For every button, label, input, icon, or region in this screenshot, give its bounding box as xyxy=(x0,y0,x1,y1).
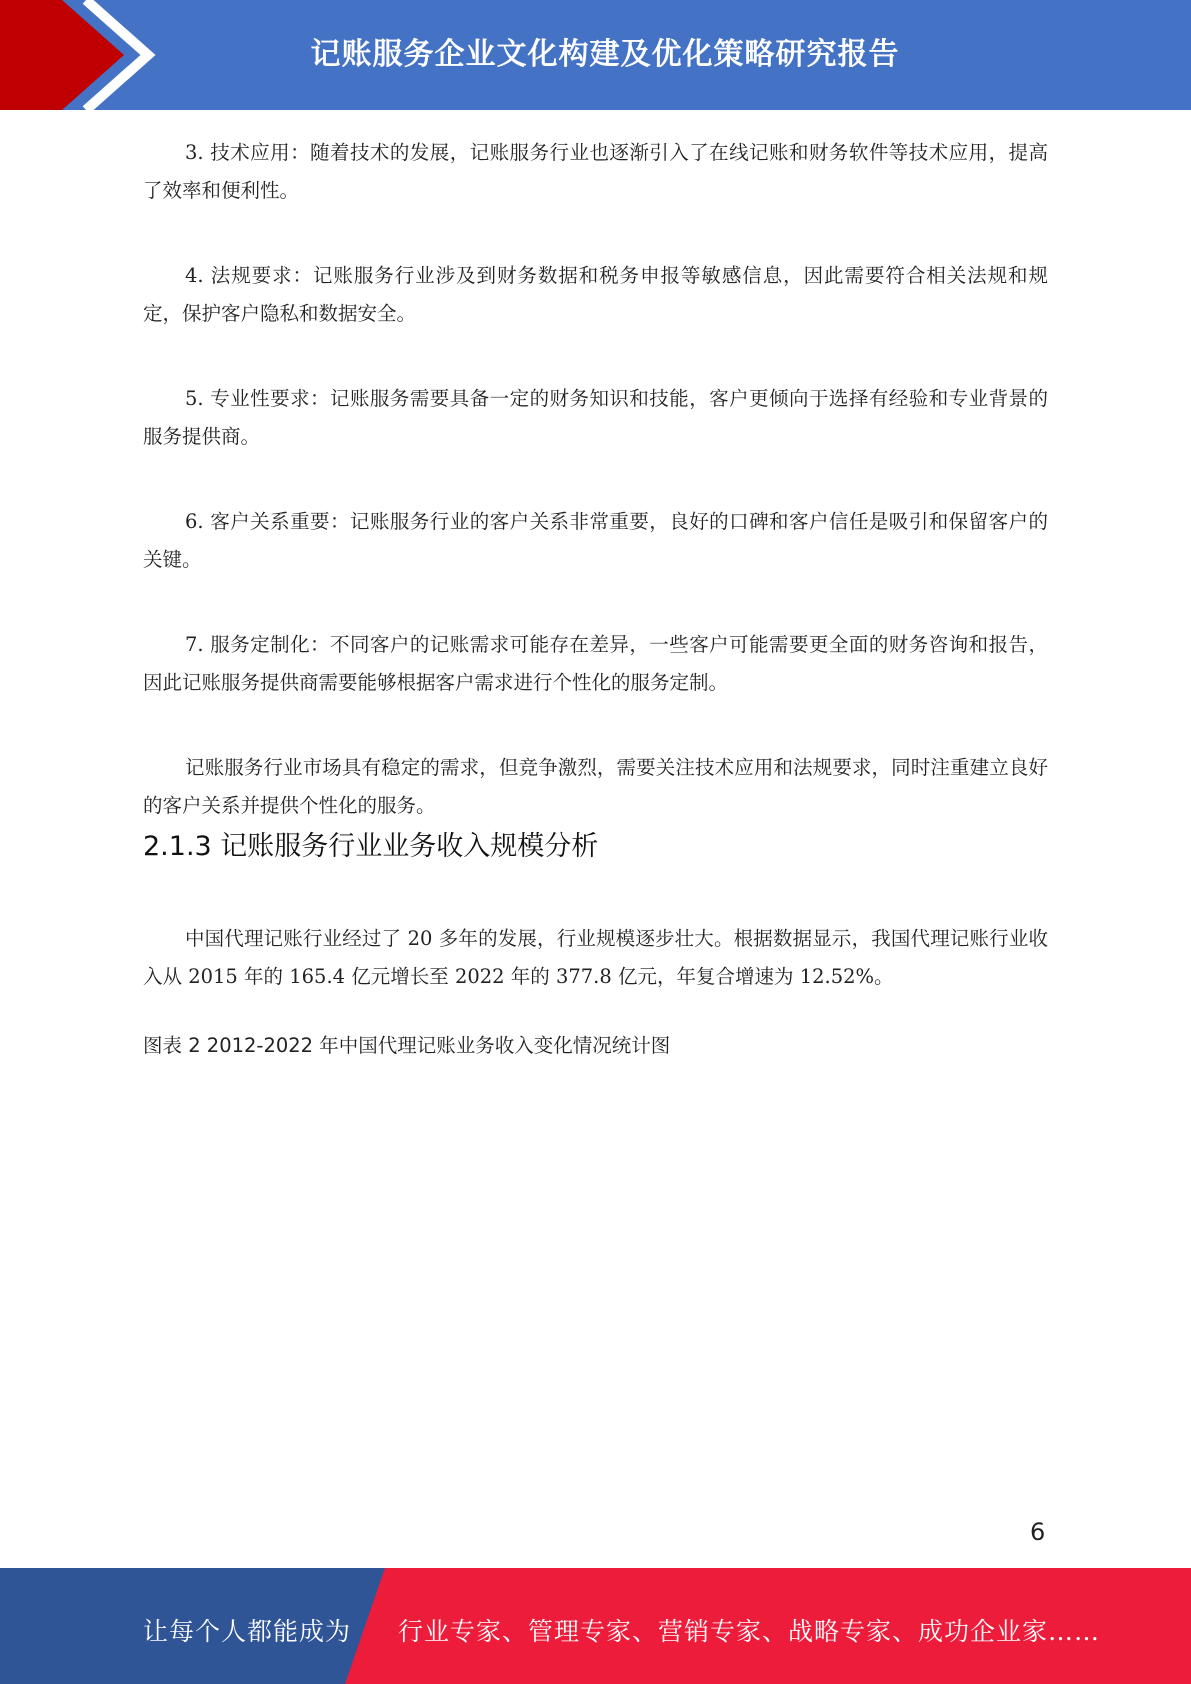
page-header xyxy=(0,0,1191,110)
section-heading: 2.1.3 记账服务行业业务收入规模分析 xyxy=(143,831,599,862)
paragraph-customer-relations: 6. 客户关系重要：记账服务行业的客户关系非常重要，良好的口碑和客户信任是吸引和保留客户的关键。 xyxy=(143,510,1048,571)
report-title: 记账服务企业文化构建及优化策略研究报告 xyxy=(310,37,900,72)
body-content xyxy=(143,134,1048,872)
paragraph-regulation: 4. 法规要求：记账服务行业涉及到财务数据和税务申报等敏感信息，因此需要符合相关法规和规定，保护客户隐私和数据安全。 xyxy=(143,264,1048,325)
paragraph-tech-application: 3. 技术应用：随着技术的发展，记账服务行业也逐渐引入了在线记账和财务软件等技术应用，提高了效率和便利性。 xyxy=(143,141,1048,202)
page-footer xyxy=(0,1568,1191,1684)
header-arrow-decoration xyxy=(0,0,160,110)
paragraph-summary: 记账服务行业市场具有稳定的需求，但竞争激烈，需要关注技术应用和法规要求，同时注重建立良好的客户关系并提供个性化的服务。 xyxy=(143,756,1048,817)
footer-slogan-right: 行业专家、管理专家、营销专家、战略专家、成功企业家…… xyxy=(398,1617,1101,1646)
footer-slogan-left: 让每个人都能成为 xyxy=(143,1617,352,1646)
paragraph-customization: 7. 服务定制化：不同客户的记账需求可能存在差异，一些客户可能需要更全面的财务咨询和报告，因此记账服务提供商需要能够根据客户需求进行个性化的服务定制。 xyxy=(143,633,1048,694)
figure-caption: 图表 2 2012-2022 年中国代理记账业务收入变化情况统计图 xyxy=(143,1034,671,1057)
paragraph-revenue-scale: 中国代理记账行业经过了 20 多年的发展，行业规模逐步壮大。根据数据显示，我国代理记账行业收入从 2015 年的 165.4 亿元增长至 2022 年的 377.8 亿元，年复合增速为 12.52%。 xyxy=(143,927,1048,988)
paragraph-professionalism: 5. 专业性要求：记账服务需要具备一定的财务知识和技能，客户更倾向于选择有经验和专业背景的服务提供商。 xyxy=(143,387,1048,448)
page-number: 6 xyxy=(1030,1518,1046,1546)
